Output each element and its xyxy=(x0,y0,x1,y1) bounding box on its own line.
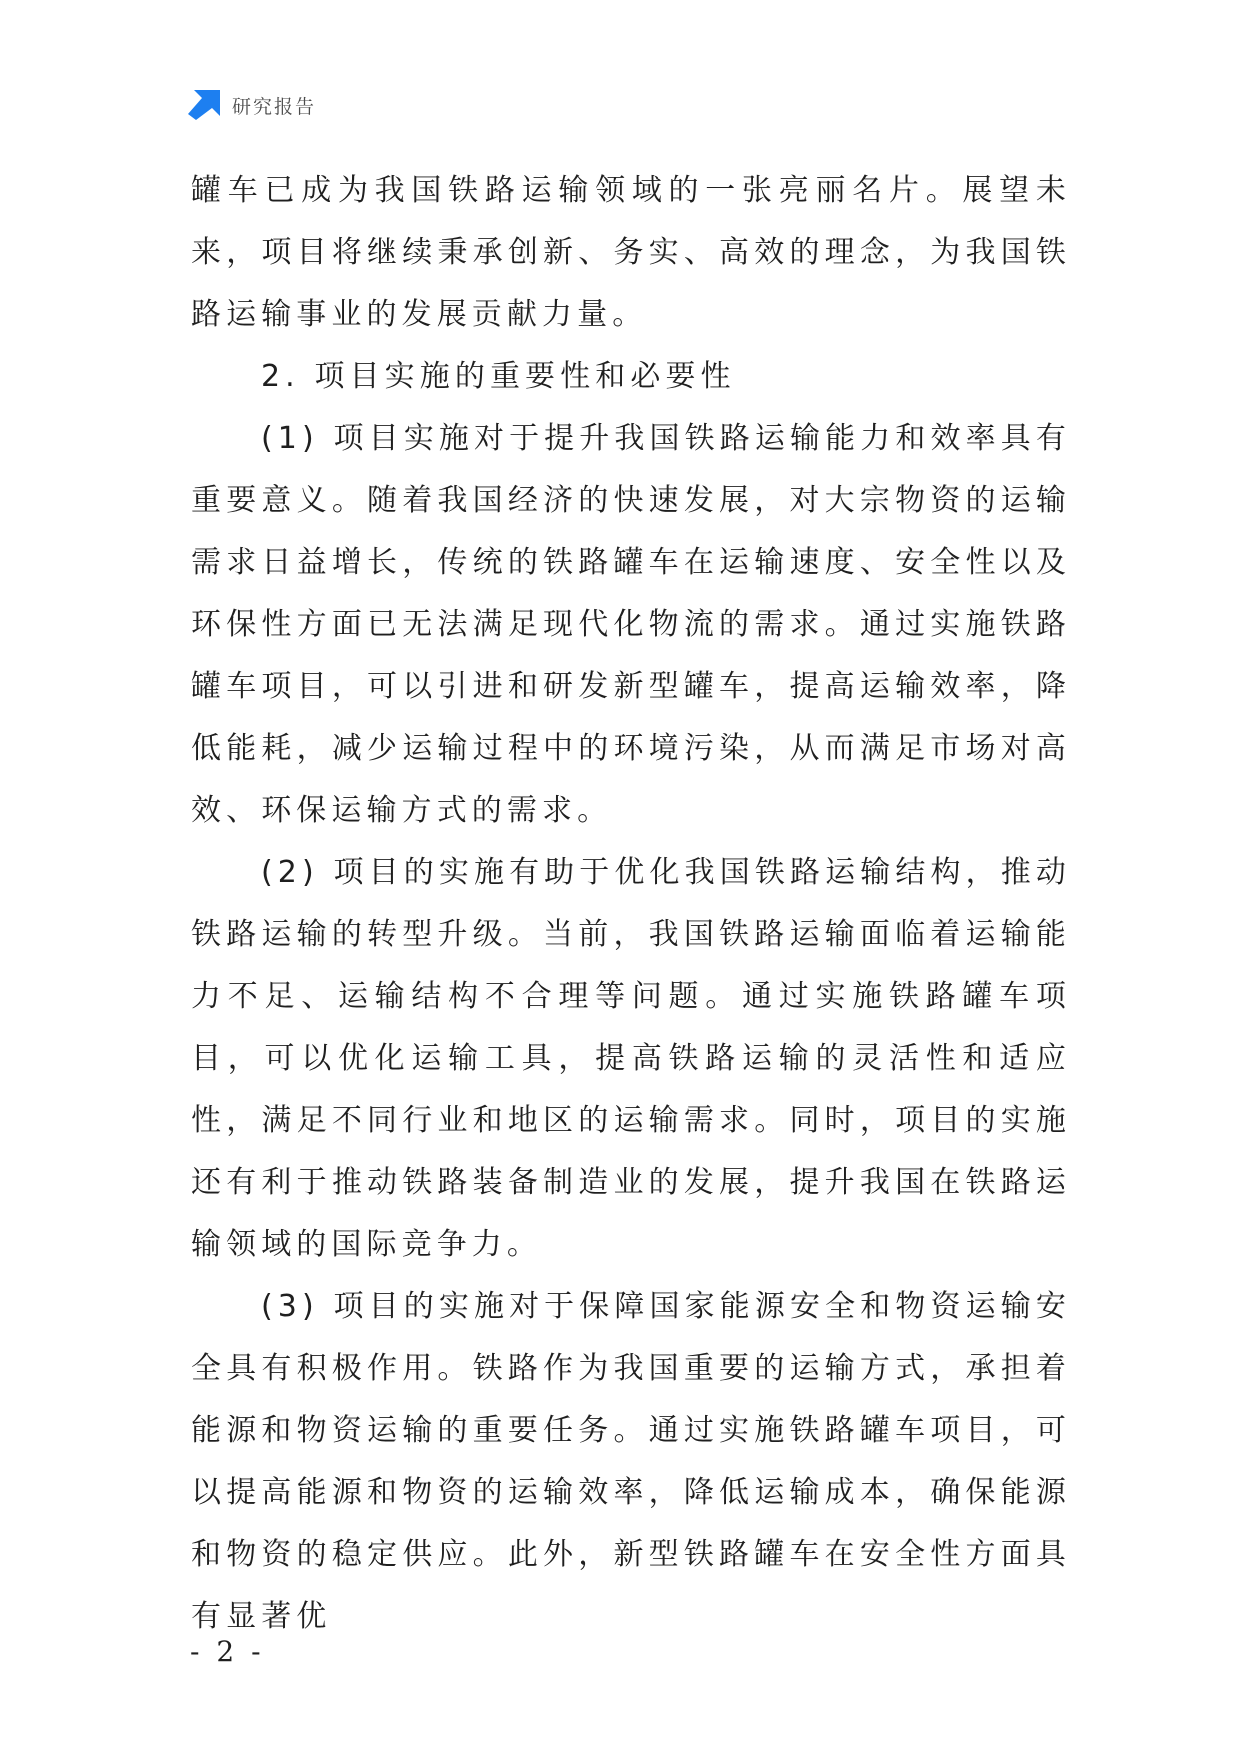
paragraph-point-1: (1) 项目实施对于提升我国铁路运输能力和效率具有重要意义。随着我国经济的快速发展，对大宗物资的运输需求日益增长，传统的铁路罐车在运输速度、安全性以及环保性方面已无法满足现代化物流的需求。通过实施铁路罐车项目，可以引进和研发新型罐车，提高运输效率，降低能耗，减少运输过程中的环境污染，从而满足市场对高效、环保运输方式的需求。 xyxy=(191,421,1071,828)
section-heading: 2. 项目实施的重要性和必要性 xyxy=(261,359,736,394)
paragraph-continuation: 罐车已成为我国铁路运输领域的一张亮丽名片。展望未来，项目将继续秉承创新、务实、高效的理念，为我国铁路运输事业的发展贡献力量。 xyxy=(191,173,1071,332)
page-number: - 2 - xyxy=(190,1635,265,1668)
paragraph-point-2: (2) 项目的实施有助于优化我国铁路运输结构，推动铁路运输的转型升级。当前，我国铁路运输面临着运输能力不足、运输结构不合理等问题。通过实施铁路罐车项目，可以优化运输工具，提高铁路运输的灵活性和适应性，满足不同行业和地区的运输需求。同时，项目的实施还有利于推动铁路装备制造业的发展，提升我国在铁路运输领域的国际竞争力。 xyxy=(191,855,1071,1262)
arrow-up-right-icon xyxy=(188,90,220,120)
document-body xyxy=(191,160,1071,1648)
page-header xyxy=(188,90,316,120)
paragraph-point-3: (3) 项目的实施对于保障国家能源安全和物资运输安全具有积极作用。铁路作为我国重要的运输方式，承担着能源和物资运输的重要任务。通过实施铁路罐车项目，可以提高能源和物资的运输效率，降低运输成本，确保能源和物资的稳定供应。此外，新型铁路罐车在安全性方面具有显著优 xyxy=(191,1289,1071,1634)
header-title: 研究报告 xyxy=(232,95,317,118)
